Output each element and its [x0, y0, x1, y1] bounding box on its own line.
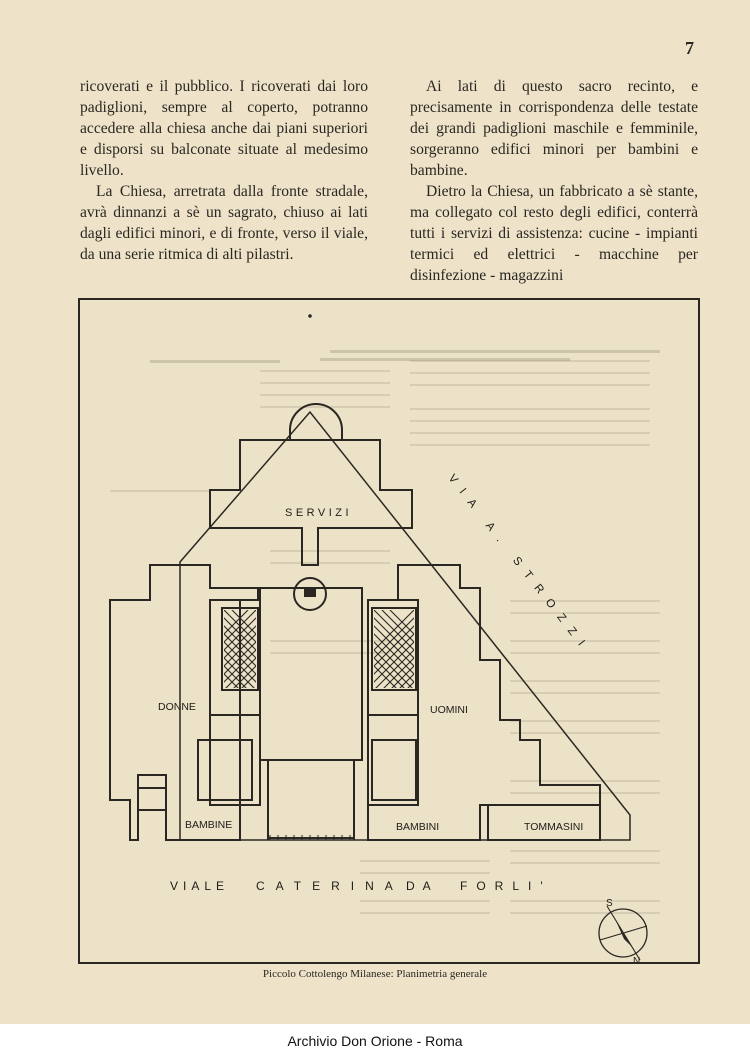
label-donne: DONNE	[158, 701, 196, 713]
uomini-pavilion	[368, 565, 600, 840]
uomini-wing	[368, 600, 418, 715]
site-plan-drawing	[80, 300, 700, 964]
lattice-patterns	[160, 610, 486, 690]
right-column	[410, 76, 698, 286]
figure-caption: Piccolo Cottolengo Milanese: Planimetria generale	[262, 968, 488, 980]
plan-dot	[308, 314, 312, 318]
compass-rose	[599, 898, 647, 964]
uomini-lower-court	[372, 740, 416, 800]
right-paragraph-1: Ai lati di questo sacro recinto, e precisamente in corrispondenza delle testate dei grandi padiglioni maschile e femminile, sorgeranno edifici minori per bambini e bambine.	[410, 78, 698, 179]
label-servizi: SERVIZI	[285, 507, 353, 519]
donne-wing	[210, 600, 260, 715]
label-caterina: CATERINA	[256, 879, 404, 893]
label-via-strozzi: VIA A. STROZZI	[445, 472, 593, 657]
page-number: 7	[685, 38, 694, 58]
site-plan	[78, 298, 700, 964]
compass-south: S	[606, 898, 613, 909]
label-bambine: BAMBINE	[185, 819, 233, 831]
label-tommasini: TOMMASINI	[524, 821, 584, 833]
bambine-annex	[138, 788, 166, 810]
left-paragraph-2: La Chiesa, arretrata dalla fronte stradale, avrà dinnanzi a sè un sagrato, chiuso ai lati dagli edifici minori, e di fronte, verso il viale, da una serie ritmica di alti pilastri.	[80, 183, 368, 263]
compass-north: N	[633, 956, 641, 966]
left-column	[80, 76, 368, 265]
label-forli: FORLI'	[460, 879, 552, 893]
rotunda-marker	[305, 590, 315, 596]
left-paragraph-1: ricoverati e il pubblico. I ricoverati dai loro padiglioni, sempre al coperto, potranno accedere alla chiesa anche dai piani superiori e disporsi su balconate situate al medesimo livello.	[80, 78, 368, 179]
church-courtyard	[260, 588, 362, 760]
uomini-lower-wing	[368, 715, 418, 805]
compass-cross-axis	[600, 926, 647, 940]
label-viale: VIALE	[170, 879, 230, 893]
label-bambini: BAMBINI	[396, 821, 440, 833]
servizi-apse	[290, 404, 342, 440]
label-da: DA	[406, 879, 439, 893]
sagrato	[268, 760, 354, 838]
label-uomini: UOMINI	[430, 704, 468, 716]
archive-stamp: Archivio Don Orione - Roma	[287, 1033, 463, 1049]
right-paragraph-2: Dietro la Chiesa, un fabbricato a sè stante, ma collegato col resto degli edifici, conterrà tutti i servizi di assistenza: cucine - impianti termici ed elettrici - macchine per disinfezione - magazzini	[410, 183, 698, 284]
donne-lower-court	[198, 740, 252, 800]
